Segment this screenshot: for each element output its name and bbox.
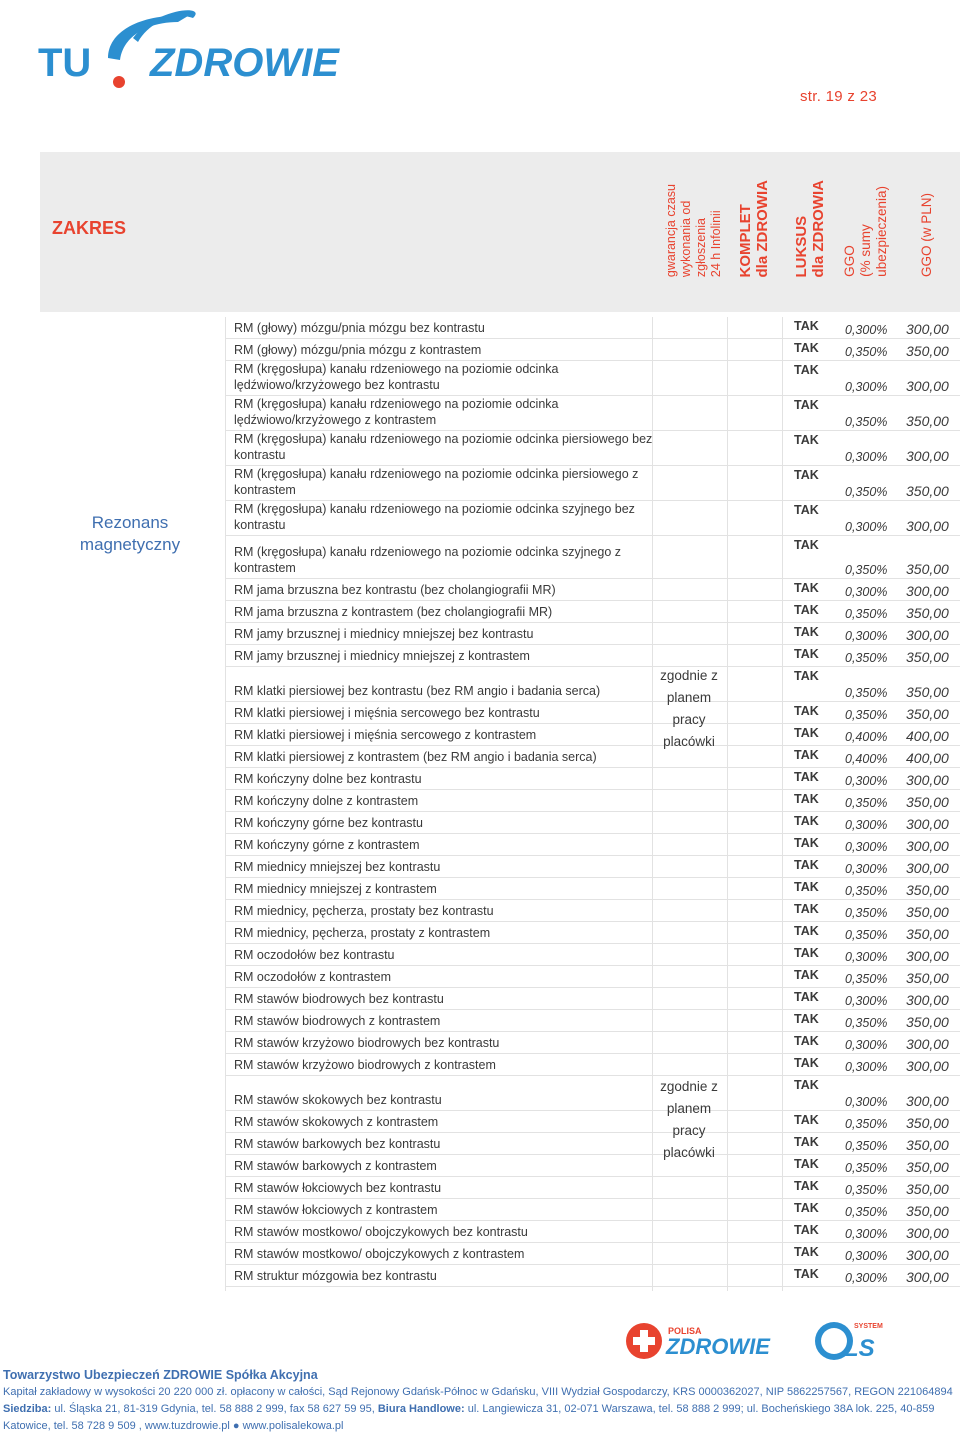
ggo-percent: 0,300%: [845, 1249, 888, 1263]
procedure-name: RM (kręgosłupa) kanału rdzeniowego na poziomie odcinka szyjnego bez kontrastu: [234, 502, 635, 532]
ggo-percent: 0,350%: [845, 796, 888, 810]
procedure-name: RM stawów krzyżowo biodrowych bez kontrastu: [234, 1036, 500, 1050]
ggo-percent: 0,350%: [845, 651, 888, 665]
table-row: [225, 1032, 960, 1054]
procedure-name: RM stawów biodrowych bez kontrastu: [234, 992, 444, 1006]
svg-text:TU: TU: [38, 41, 92, 85]
ggo-pln: 300,00: [906, 772, 949, 788]
group-label: Rezonans magnetyczny: [79, 513, 181, 554]
procedure-name: RM stawów barkowych bez kontrastu: [234, 1137, 441, 1151]
procedure-name: RM (kręgosłupa) kanału rdzeniowego na poziomie odcinka szyjnego z kontrastem: [234, 545, 622, 575]
table-row: [225, 1010, 960, 1032]
guarantee-column-header: gwarancja czasu wykonania od zgłoszenia 24 h Infolinii: [664, 183, 723, 277]
table-row: [225, 878, 960, 900]
ggo-pln: 300,00: [906, 583, 949, 599]
ggo-percent: 0,300%: [845, 994, 888, 1008]
procedure-name: RM kończyny górne z kontrastem: [234, 838, 420, 852]
ggo-percent: 0,350%: [845, 884, 888, 898]
table-row: [225, 812, 960, 834]
procedure-name: RM stawów mostkowo/ obojczykowych z kontrastem: [234, 1247, 525, 1261]
ggo-pln: 300,00: [906, 378, 949, 394]
ggo-pln: 300,00: [906, 321, 949, 337]
table-row: [225, 768, 960, 790]
schedule-note: zgodnie z planem pracy placówki: [660, 668, 718, 749]
tak-value: TAK: [794, 1201, 819, 1215]
ggo-pln: 350,00: [906, 684, 949, 700]
table-row: [225, 1265, 960, 1287]
ggo-pln: 350,00: [906, 926, 949, 942]
table-row: [225, 339, 960, 361]
ggo-pln: 350,00: [906, 1159, 949, 1175]
tak-value: TAK: [794, 814, 819, 828]
ggo-pln: 350,00: [906, 413, 949, 429]
tak-value: TAK: [794, 990, 819, 1004]
tak-value: TAK: [794, 1223, 819, 1237]
ggo-pln: 300,00: [906, 860, 949, 876]
ggo-percent: 0,350%: [845, 563, 888, 577]
tak-value: TAK: [794, 433, 819, 447]
tak-value: TAK: [794, 726, 819, 740]
ggo-pln: 350,00: [906, 794, 949, 810]
table-row: [225, 667, 960, 702]
ggo-percent: 0,350%: [845, 1161, 888, 1175]
ggo-pln: 300,00: [906, 448, 949, 464]
table-row: [225, 501, 960, 536]
table-row: [225, 834, 960, 856]
tak-value: TAK: [794, 398, 819, 412]
ggo-percent: 0,350%: [845, 415, 888, 429]
procedure-name: RM kończyny dolne bez kontrastu: [234, 772, 422, 786]
ggo-pln: 300,00: [906, 838, 949, 854]
table-row: [225, 1076, 960, 1111]
luksus-column-header: LUKSUS dla ZDROWIA: [793, 179, 827, 277]
ggo-percent: 0,300%: [845, 840, 888, 854]
procedure-name: RM (kręgosłupa) kanału rdzeniowego na poziomie odcinka lędźwiowo/krzyżowego z kontrastem: [234, 397, 559, 427]
procedure-name: RM stawów mostkowo/ obojczykowych bez kontrastu: [234, 1225, 528, 1239]
ggo-pln: 300,00: [906, 518, 949, 534]
procedure-name: RM jamy brzusznej i miednicy mniejszej bez kontrastu: [234, 627, 534, 641]
ggo-percent: 0,400%: [845, 730, 888, 744]
ggo-percent: 0,300%: [845, 450, 888, 464]
procedure-name: RM (kręgosłupa) kanału rdzeniowego na poziomie odcinka lędźwiowo/krzyżowego bez kontrastu: [234, 362, 559, 392]
ggo-percent: 0,350%: [845, 485, 888, 499]
tak-value: TAK: [794, 1113, 819, 1127]
procedure-name: RM klatki piersiowej i mięśnia sercowego z kontrastem: [234, 728, 537, 742]
ggo-percent: 0,350%: [845, 1205, 888, 1219]
scope-header: ZAKRES: [52, 218, 127, 238]
footer-label: Biura Handlowe:: [377, 1403, 465, 1415]
table-row: [225, 856, 960, 878]
procedure-name: RM oczodołów z kontrastem: [234, 970, 392, 984]
procedure-name: RM stawów biodrowych z kontrastem: [234, 1014, 441, 1028]
ggo-percent: 0,300%: [845, 818, 888, 832]
ggo-percent: 0,300%: [845, 862, 888, 876]
tak-value: TAK: [794, 538, 819, 552]
ggo-pln: 300,00: [906, 1036, 949, 1052]
table-row: [225, 922, 960, 944]
procedure-name: RM miednicy, pęcherza, prostaty bez kontrastu: [234, 904, 494, 918]
tak-value: TAK: [794, 1267, 819, 1281]
tak-value: TAK: [794, 669, 819, 683]
ggo-percent: 0,300%: [845, 1060, 888, 1074]
ggo-pln: 350,00: [906, 706, 949, 722]
tak-value: TAK: [794, 319, 819, 333]
procedure-name: RM oczodołów bez kontrastu: [234, 948, 395, 962]
tak-value: TAK: [794, 1245, 819, 1259]
table-row: [225, 1133, 960, 1155]
table-row: [225, 361, 960, 396]
table-row: [225, 746, 960, 768]
table-row: [225, 317, 960, 339]
procedure-name: RM stawów krzyżowo biodrowych z kontrastem: [234, 1058, 496, 1072]
procedure-name: RM miednicy mniejszej bez kontrastu: [234, 860, 441, 874]
tak-value: TAK: [794, 581, 819, 595]
ggo-pln: 350,00: [906, 970, 949, 986]
table-row: [225, 1155, 960, 1177]
ggo-pln: 300,00: [906, 948, 949, 964]
komplet-column-header: KOMPLET dla ZDROWIA: [737, 179, 771, 277]
tak-value: TAK: [794, 946, 819, 960]
ggo-pln: 350,00: [906, 605, 949, 621]
ggo-percent: 0,350%: [845, 1139, 888, 1153]
ggo-percent: 0,350%: [845, 1016, 888, 1030]
procedure-name: RM stawów barkowych z kontrastem: [234, 1159, 437, 1173]
ggo-pln: 300,00: [906, 816, 949, 832]
procedure-name: RM struktur mózgowia bez kontrastu: [234, 1269, 437, 1283]
tak-value: TAK: [794, 625, 819, 639]
svg-text:ZDROWIE: ZDROWIE: [666, 1334, 770, 1359]
tak-value: TAK: [794, 1012, 819, 1026]
ggo-pln: 300,00: [906, 1093, 949, 1109]
ggo-percent: 0,300%: [845, 1095, 888, 1109]
ggo-percent: 0,300%: [845, 950, 888, 964]
ggo-pln: 300,00: [906, 1058, 949, 1074]
table-row: [225, 790, 960, 812]
ggo-percent: 0,350%: [845, 708, 888, 722]
ggo-pln: 300,00: [906, 992, 949, 1008]
ggo-percent: 0,300%: [845, 1227, 888, 1241]
ggo-pln: 300,00: [906, 1225, 949, 1241]
ggo-pln: 350,00: [906, 1137, 949, 1153]
schedule-note: zgodnie z planem pracy placówki: [660, 1079, 718, 1160]
procedure-name: RM jama brzuszna bez kontrastu (bez cholangiografii MR): [234, 583, 556, 597]
footer-company-name: Towarzystwo Ubezpieczeń ZDROWIE Spółka Akcyjna: [3, 1368, 318, 1382]
ggo-percent: 0,400%: [845, 752, 888, 766]
tak-value: TAK: [794, 363, 819, 377]
tak-value: TAK: [794, 1135, 819, 1149]
tak-value: TAK: [794, 468, 819, 482]
tak-value: TAK: [794, 836, 819, 850]
ggo-percent: 0,300%: [845, 1038, 888, 1052]
coverage-table: [225, 317, 960, 1287]
procedure-name: RM kończyny dolne z kontrastem: [234, 794, 419, 808]
table-row: [225, 1054, 960, 1076]
ggo-percent: 0,350%: [845, 972, 888, 986]
svg-text:LS: LS: [844, 1335, 875, 1362]
ggo-percent: 0,350%: [845, 906, 888, 920]
tak-value: TAK: [794, 880, 819, 894]
procedure-name: RM miednicy, pęcherza, prostaty z kontrastem: [234, 926, 491, 940]
procedure-name: RM (kręgosłupa) kanału rdzeniowego na poziomie odcinka piersiowego bez kontrastu: [234, 432, 653, 462]
ggo-pln: 350,00: [906, 649, 949, 665]
table-row: [225, 536, 960, 579]
tak-value: TAK: [794, 1056, 819, 1070]
table-row: [225, 988, 960, 1010]
procedure-name: RM klatki piersiowej i mięśnia sercowego bez kontrastu: [234, 706, 540, 720]
tak-value: TAK: [794, 647, 819, 661]
ggo-percent: 0,350%: [845, 1183, 888, 1197]
procedure-name: RM (kręgosłupa) kanału rdzeniowego na poziomie odcinka piersiowego z kontrastem: [234, 467, 639, 497]
tak-value: TAK: [794, 1179, 819, 1193]
ggo-percent: 0,300%: [845, 629, 888, 643]
svg-text:SYSTEM: SYSTEM: [854, 1323, 883, 1330]
ggo-pln: 350,00: [906, 343, 949, 359]
table-row: [225, 623, 960, 645]
footer-addresses: [3, 1403, 935, 1415]
tak-value: TAK: [794, 924, 819, 938]
ggo-pln: 350,00: [906, 1115, 949, 1131]
ggo-percent: 0,300%: [845, 774, 888, 788]
tak-value: TAK: [794, 1078, 819, 1092]
partner-logos: [622, 1318, 892, 1364]
ggo-pln: 400,00: [906, 728, 949, 744]
ggo-pln: 350,00: [906, 882, 949, 898]
table-row: [225, 601, 960, 623]
ggo-pln: 350,00: [906, 483, 949, 499]
procedure-name: RM miednicy mniejszej z kontrastem: [234, 882, 437, 896]
tak-value: TAK: [794, 858, 819, 872]
ggo-pln: 300,00: [906, 627, 949, 643]
table-row: [225, 431, 960, 466]
footer-text: ul. Langiewicza 31, 02-071 Warszawa, tel. 58 888 2 999; ul. Bocheńskiego 38A lok. 225, 40-859: [464, 1403, 935, 1415]
ggo-percent: 0,350%: [845, 607, 888, 621]
table-row: [225, 1111, 960, 1133]
tak-value: TAK: [794, 704, 819, 718]
table-row: [225, 645, 960, 667]
procedure-name: RM jamy brzusznej i miednicy mniejszej z kontrastem: [234, 649, 530, 663]
tak-value: TAK: [794, 603, 819, 617]
ggo-percent: 0,300%: [845, 520, 888, 534]
tak-value: TAK: [794, 503, 819, 517]
table-row: [225, 1199, 960, 1221]
ggo-percent-column-header: GGO (% sumy ubezpieczenia): [842, 186, 889, 277]
procedure-name: RM klatki piersiowej bez kontrastu (bez RM angio i badania serca): [234, 684, 601, 698]
ggo-pln: 300,00: [906, 1269, 949, 1285]
procedure-name: RM stawów skokowych bez kontrastu: [234, 1093, 442, 1107]
procedure-name: RM jama brzuszna z kontrastem (bez cholangiografii MR): [234, 605, 553, 619]
ggo-percent: 0,350%: [845, 928, 888, 942]
footer-label: Siedziba:: [3, 1403, 52, 1415]
procedure-name: RM stawów łokciowych bez kontrastu: [234, 1181, 442, 1195]
procedure-name: RM (głowy) mózgu/pnia mózgu bez kontrastu: [234, 321, 485, 335]
table-row: [225, 966, 960, 988]
ggo-percent: 0,350%: [845, 686, 888, 700]
footer-text: ul. Śląska 21, 81-319 Gdynia, tel. 58 888 2 999, fax 58 627 59 95,: [51, 1403, 378, 1415]
ggo-percent: 0,300%: [845, 1271, 888, 1285]
svg-text:POLISA: POLISA: [668, 1326, 702, 1336]
tak-value: TAK: [794, 1034, 819, 1048]
table-row: [225, 944, 960, 966]
table-row: [225, 579, 960, 601]
tu-zdrowie-logo: [38, 8, 368, 94]
ggo-pln: 350,00: [906, 1014, 949, 1030]
ggo-pln: 300,00: [906, 1247, 949, 1263]
ggo-percent: 0,300%: [845, 380, 888, 394]
procedure-name: RM stawów skokowych z kontrastem: [234, 1115, 439, 1129]
table-row: [225, 900, 960, 922]
procedure-name: RM stawów łokciowych z kontrastem: [234, 1203, 438, 1217]
tak-value: TAK: [794, 770, 819, 784]
ggo-pln: 350,00: [906, 561, 949, 577]
tak-value: TAK: [794, 1157, 819, 1171]
footer-registration: Kapitał zakładowy w wysokości 20 220 000 zł. opłacony w całości, Sąd Rejonowy Gdańsk-Północ w Gdańsku, VIII Wydział Gospodarczy, KRS 0000362027, NIP 5862257567, REGON 221064894: [3, 1386, 953, 1398]
table-row: [225, 396, 960, 431]
ggo-pln: 350,00: [906, 1203, 949, 1219]
page-number: str. 19 z 23: [800, 88, 877, 105]
table-row: [225, 702, 960, 724]
table-row: [225, 466, 960, 501]
svg-text:ZDROWIE: ZDROWIE: [150, 41, 339, 85]
tak-value: TAK: [794, 748, 819, 762]
table-row: [225, 1221, 960, 1243]
table-row: [225, 1243, 960, 1265]
footer-contact: Katowice, tel. 58 728 9 509 , www.tuzdrowie.pl ● www.polisalekowa.pl: [3, 1420, 344, 1432]
ggo-pln: 350,00: [906, 904, 949, 920]
table-row: [225, 1177, 960, 1199]
ggo-percent: 0,350%: [845, 1117, 888, 1131]
ggo-pln: 400,00: [906, 750, 949, 766]
tak-value: TAK: [794, 792, 819, 806]
tak-value: TAK: [794, 341, 819, 355]
table-row: [225, 724, 960, 746]
tak-value: TAK: [794, 968, 819, 982]
ggo-percent: 0,350%: [845, 345, 888, 359]
ggo-pln: 350,00: [906, 1181, 949, 1197]
ggo-percent: 0,300%: [845, 323, 888, 337]
procedure-name: RM klatki piersiowej z kontrastem (bez RM angio i badania serca): [234, 750, 597, 764]
ggo-percent: 0,300%: [845, 585, 888, 599]
ggo-pln-column-header: GGO (w PLN): [919, 192, 934, 277]
procedure-name: RM kończyny górne bez kontrastu: [234, 816, 423, 830]
tak-value: TAK: [794, 902, 819, 916]
procedure-name: RM (głowy) mózgu/pnia mózgu z kontrastem: [234, 343, 482, 357]
